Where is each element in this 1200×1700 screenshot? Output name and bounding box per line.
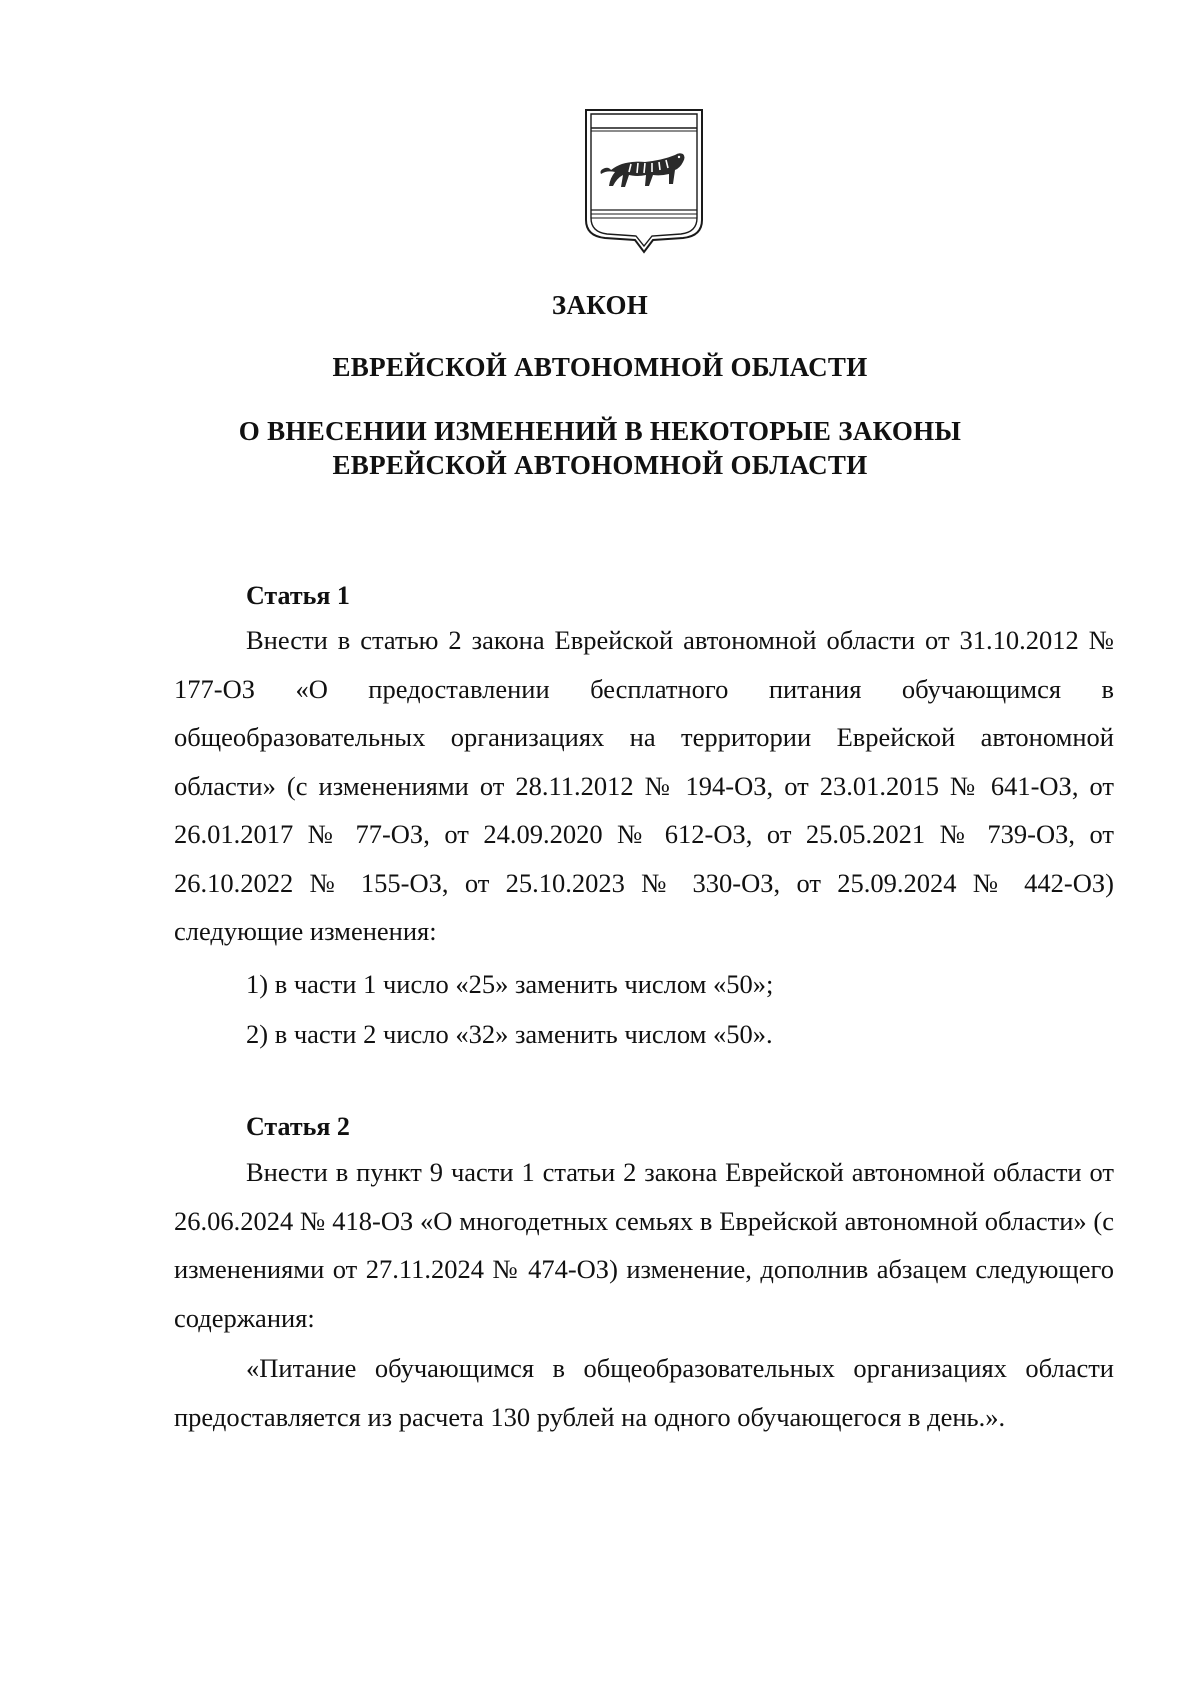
- article-1-intro: Внести в статью 2 закона Еврейской автономной области от 31.10.2012 № 177-ОЗ «О предоставлении бесплатного питания обучающимся в общеобразовательных организациях на территории Еврейской автономной области» (с изменениями от 28.11.2012 № 194-ОЗ, от 23.01.2015 № 641-ОЗ, от 26.01.2017 № 77-ОЗ, от 24.09.2020 № 612-ОЗ, от 25.05.2021 № 739-ОЗ, от 26.10.2022 № 155-ОЗ, от 25.10.2023 № 330-ОЗ, от 25.09.2024 № 442-ОЗ) следующие изменения:: [174, 625, 1114, 946]
- law-title: [0, 414, 1200, 482]
- document-type: ЗАКОН: [551, 290, 649, 320]
- article-2-quote: «Питание обучающимся в общеобразовательных организациях области предоставляется из расчета 130 рублей на одного обучающегося в день.».: [174, 1353, 1114, 1432]
- law-title-line-1: О ВНЕСЕНИИ ИЗМЕНЕНИЙ В НЕКОТОРЫЕ ЗАКОНЫ: [238, 416, 962, 446]
- law-title-line-2: ЕВРЕЙСКОЙ АВТОНОМНОЙ ОБЛАСТИ: [332, 450, 868, 480]
- article-1-item-1: 1) в части 1 число «25» заменить числом «50»;: [246, 969, 774, 999]
- region-name: ЕВРЕЙСКОЙ АВТОНОМНОЙ ОБЛАСТИ: [332, 352, 868, 382]
- article-1-item-2: 2) в части 2 число «32» заменить числом «50».: [246, 1019, 773, 1049]
- article-1-title: Статья 1: [246, 581, 350, 610]
- tiger-coat-of-arms-icon: [583, 108, 705, 254]
- article-2-intro: Внести в пункт 9 части 1 статьи 2 закона Еврейской автономной области от 26.06.2024 № 418-ОЗ «О многодетных семьях в Еврейской автономной области» (с изменениями от 27.11.2024 № 474-ОЗ) изменение, дополнив абзацем следующего содержания:: [174, 1157, 1114, 1333]
- article-2-title: Статья 2: [246, 1112, 350, 1141]
